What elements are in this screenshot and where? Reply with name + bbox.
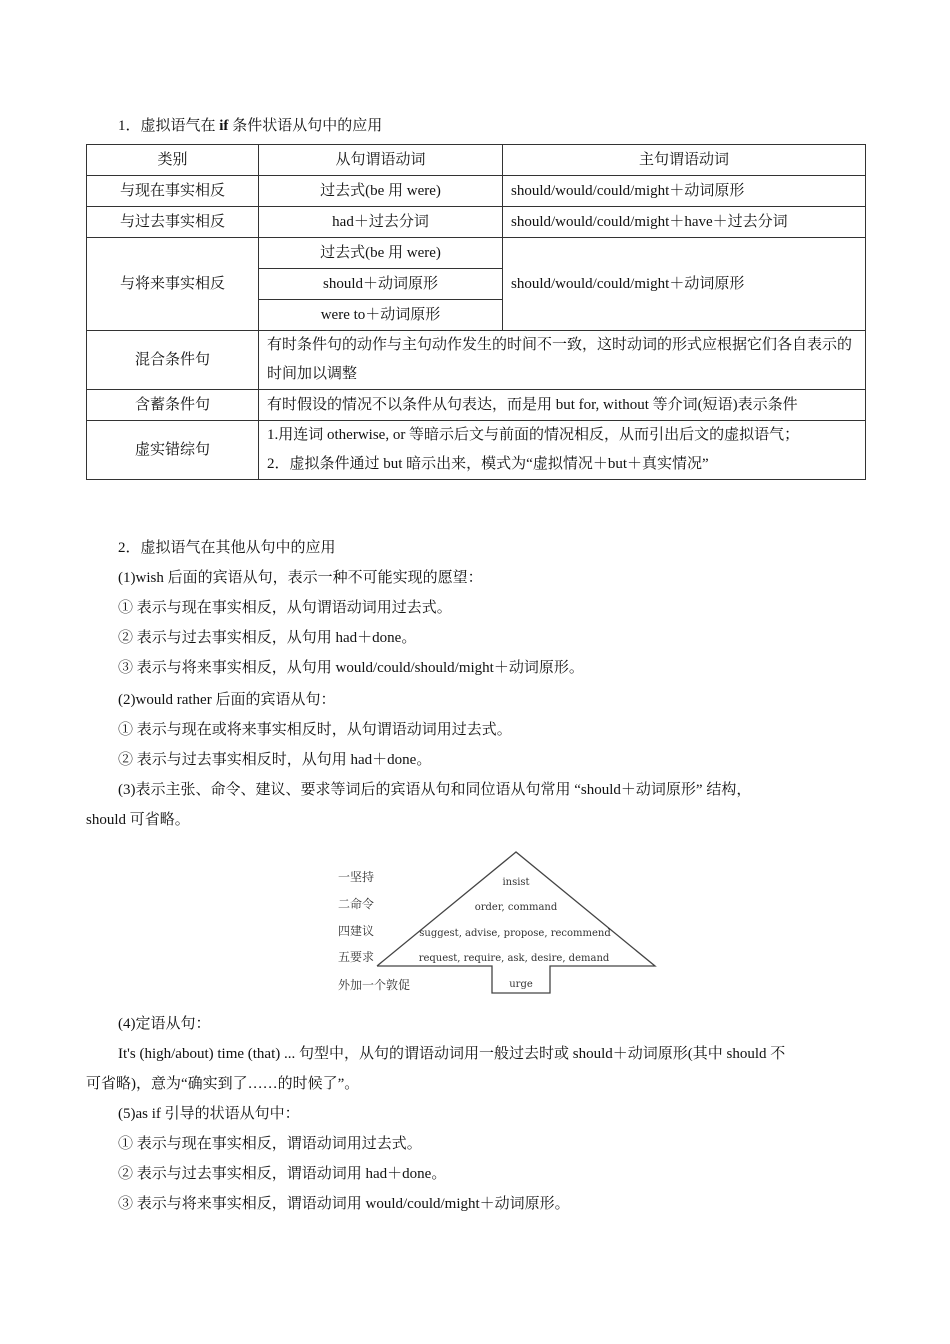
as-if-item-1: ① 表示与现在事实相反，谓语动词用过去式。 (118, 1136, 422, 1152)
table-row-mixed (87, 331, 866, 390)
table-row (87, 176, 866, 207)
diagram-row: request, require, ask, desire, demand (418, 953, 610, 964)
table-row-blended (87, 421, 866, 480)
subjunctive-if-table (86, 144, 866, 480)
section1-title-pre: 1．虚拟语气在 (118, 118, 220, 134)
would-rather-item-1: ① 表示与现在或将来事实相反时，从句谓语动词用过去式。 (118, 722, 512, 738)
row-category: 与过去事实相反 (87, 207, 259, 238)
header-main-verb: 主句谓语动词 (503, 145, 866, 176)
wish-item-3: ③ 表示与将来事实相反，从句用 would/could/should/might＋动词原形。 (118, 660, 584, 676)
diagram-row: order, command (474, 902, 558, 913)
header-category: 类别 (87, 145, 259, 176)
should-paragraph-line1: (3)表示主张、命令、建议、要求等词后的宾语从句和同位语从句常用 “should＋动词原形” 结构， (118, 782, 752, 798)
as-if-item-2: ② 表示与过去事实相反，谓语动词用 had＋done。 (118, 1166, 447, 1182)
row-category: 混合条件句 (87, 331, 259, 390)
pyramid-outline (377, 852, 655, 993)
diagram-label: 五要求 (338, 950, 375, 964)
row-main-verb: should/would/could/might＋动词原形 (503, 176, 866, 207)
diagram-label: 一坚持 (338, 870, 375, 884)
row-description (259, 421, 866, 480)
table-row-future (87, 238, 866, 269)
row-clause-verb: were to＋动词原形 (259, 300, 503, 331)
row-clause-verb: 过去式(be 用 were) (259, 238, 503, 269)
as-if-item-3: ③ 表示与将来事实相反，谓语动词用 would/could/might＋动词原形。 (118, 1196, 570, 1212)
attributive-title: (4)定语从句： (118, 1016, 211, 1032)
would-rather-item-2: ② 表示与过去事实相反时，从句用 had＋done。 (118, 752, 432, 768)
attributive-line1: It's (high/about) time (that) ... 句型中，从句的谓语动词用一般过去时或 should＋动词原形(其中 should 不 (118, 1046, 786, 1062)
section1-title (118, 116, 382, 136)
header-clause-verb: 从句谓语动词 (259, 145, 503, 176)
diagram-label: 外加一个敦促 (338, 978, 411, 992)
row-clause-verb: had＋过去分词 (259, 207, 503, 238)
row-category: 虚实错综句 (87, 421, 259, 480)
wish-item-2: ② 表示与过去事实相反，从句用 had＋done。 (118, 630, 417, 646)
row-description: 有时假设的情况不以条件从句表达，而是用 but for, without 等介词(短语)表示条件 (259, 390, 866, 421)
row-clause-verb: should＋动词原形 (259, 269, 503, 300)
diagram-label: 四建议 (338, 924, 375, 938)
would-rather-title: (2)would rather 后面的宾语从句： (118, 692, 336, 708)
row-main-verb: should/would/could/might＋动词原形 (503, 238, 866, 331)
diagram-label: 二命令 (338, 897, 375, 911)
row-category: 与现在事实相反 (87, 176, 259, 207)
diagram-row: urge (509, 979, 533, 990)
table-row-implicit (87, 390, 866, 421)
attributive-line2: 可省略)，意为“确实到了……的时候了”。 (86, 1076, 360, 1092)
row-main-verb: should/would/could/might＋have＋过去分词 (503, 207, 866, 238)
table-row (87, 207, 866, 238)
diagram-row: suggest, advise, propose, recommend (419, 928, 611, 939)
section2-title: 2．虚拟语气在其他从句中的应用 (118, 540, 336, 556)
verb-pyramid-diagram (330, 848, 660, 998)
section1-title-post: 条件状语从句中的应用 (228, 118, 383, 134)
row-clause-verb: 过去式(be 用 were) (259, 176, 503, 207)
should-paragraph-line2: should 可省略。 (86, 812, 190, 828)
row-category: 与将来事实相反 (87, 238, 259, 331)
row-category: 含蓄条件句 (87, 390, 259, 421)
section1-title-if: if (219, 118, 229, 134)
row-description: 有时条件句的动作与主句动作发生的时间不一致，这时动词的形式应根据它们各自表示的时间加以调整 (259, 331, 866, 390)
table-header-row (87, 145, 866, 176)
wish-title: (1)wish 后面的宾语从句，表示一种不可能实现的愿望： (118, 570, 483, 586)
wish-item-1: ① 表示与现在事实相反，从句谓语动词用过去式。 (118, 600, 452, 616)
blended-desc-1: 1.用连词 otherwise, or 等暗示后文与前面的情况相反，从而引出后文的虚拟语气； (267, 427, 800, 443)
as-if-title: (5)as if 引导的状语从句中： (118, 1106, 300, 1122)
blended-desc-2: 2．虚拟条件通过 but 暗示出来，模式为“虚拟情况＋but＋真实情况” (267, 456, 709, 472)
diagram-row: insist (502, 877, 530, 888)
